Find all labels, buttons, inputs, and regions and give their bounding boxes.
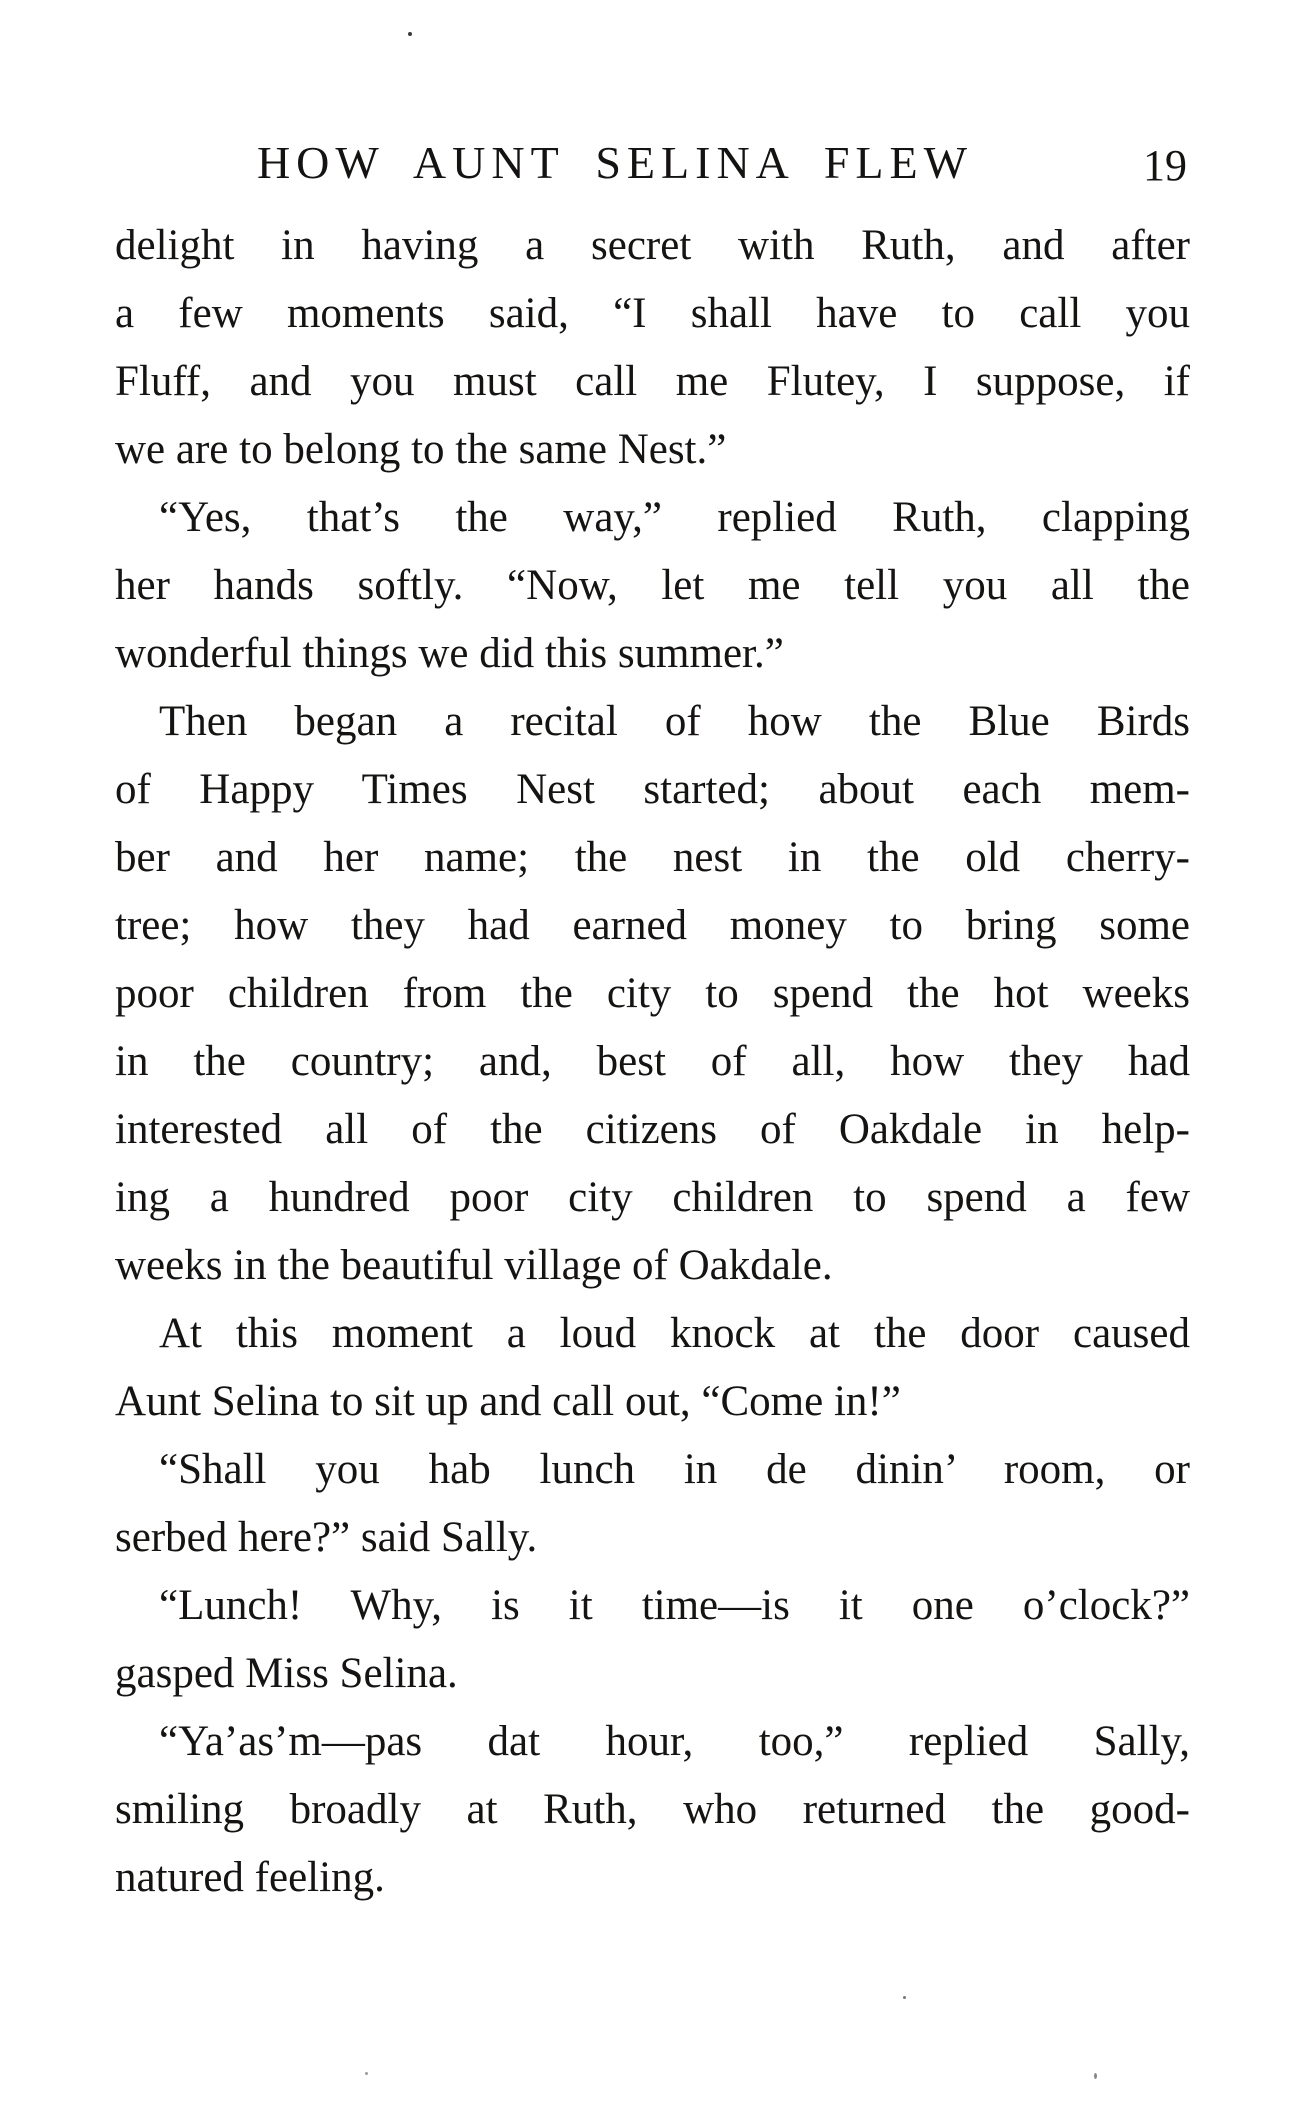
text-line: “Lunch! Why, is it time—is it one o’clock?”: [159, 1582, 1190, 1629]
text-line: Then began a recital of how the Blue Birds: [159, 698, 1190, 745]
text-line: serbed here?” said Sally.: [115, 1514, 538, 1561]
text-line: weeks in the beautiful village of Oakdale.: [115, 1242, 833, 1289]
running-title: HOW AUNT SELINA FLEW: [256, 137, 974, 188]
scan-speck: [1094, 2073, 1097, 2079]
text-line: tree; how they had earned money to bring some: [115, 902, 1190, 949]
text-line: a few moments said, “I shall have to call you: [115, 290, 1190, 337]
paragraph: [115, 688, 1190, 1300]
text-line: Aunt Selina to sit up and call out, “Come in!”: [115, 1378, 901, 1425]
text-line: poor children from the city to spend the hot weeks: [115, 970, 1190, 1017]
text-line: Fluff, and you must call me Flutey, I suppose, if: [115, 358, 1190, 405]
text-line: interested all of the citizens of Oakdale in help-: [115, 1106, 1190, 1153]
text-line: ing a hundred poor city children to spend a few: [115, 1174, 1190, 1221]
paragraph: [115, 484, 1190, 688]
scan-speck: [408, 32, 412, 36]
paragraph: [115, 1708, 1190, 1912]
paragraph: [115, 212, 1190, 484]
text-line: in the country; and, best of all, how they had: [115, 1038, 1190, 1085]
text-line: “Yes, that’s the way,” replied Ruth, clapping: [159, 494, 1190, 541]
text-line: smiling broadly at Ruth, who returned the good-: [115, 1786, 1190, 1833]
text-line: natured feeling.: [115, 1854, 385, 1901]
paragraph: [115, 1572, 1190, 1708]
text-line: “Shall you hab lunch in de dinin’ room, or: [159, 1446, 1190, 1493]
text-line: At this moment a loud knock at the door caused: [159, 1310, 1190, 1357]
paragraph: [115, 1300, 1190, 1436]
text-line: “Ya’as’m—pas dat hour, too,” replied Sally,: [159, 1718, 1190, 1765]
text-line: we are to belong to the same Nest.”: [115, 426, 727, 473]
text-line: gasped Miss Selina.: [115, 1650, 458, 1697]
text-line: her hands softly. “Now, let me tell you all the: [115, 562, 1190, 609]
text-line: of Happy Times Nest started; about each mem-: [115, 766, 1190, 813]
page-header: [115, 136, 1190, 196]
page-body: [115, 212, 1190, 1912]
page-number: 19: [1143, 141, 1187, 190]
text-line: delight in having a secret with Ruth, and after: [115, 222, 1190, 269]
text-line: ber and her name; the nest in the old cherry-: [115, 834, 1190, 881]
scan-speck: [903, 1996, 906, 1999]
text-line: wonderful things we did this summer.”: [115, 630, 784, 677]
scan-speck: [365, 2072, 368, 2075]
paragraph: [115, 1436, 1190, 1572]
